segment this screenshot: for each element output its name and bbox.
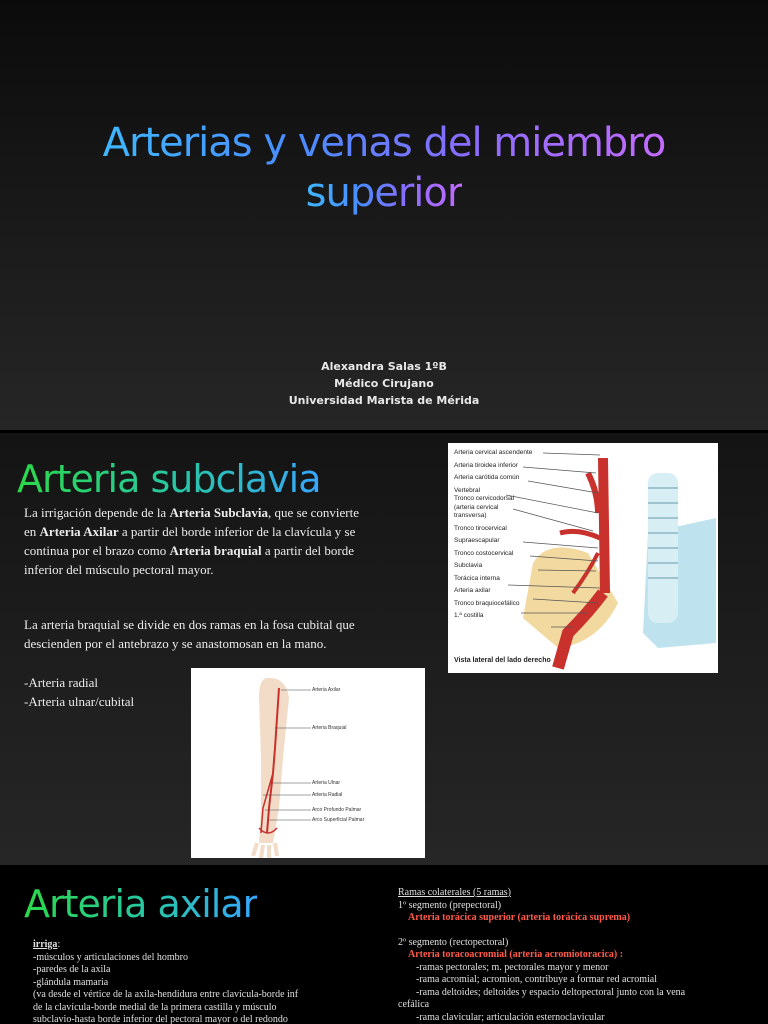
figure-label: Arteria Ulnar <box>312 780 341 786</box>
braquial-paragraph: La arteria braquial se divide en dos ramas en la fosa cubital que descienden por el antebrazo y se anastomosan en la mano. <box>24 617 355 651</box>
title-slide <box>0 0 768 430</box>
list-item: cefálica <box>398 999 430 1010</box>
irriga-block: irriga: -músculos y articulaciones del hombro -paredes de la axila -glándula mamaria (va desde el vértice de la axila-hendidura entre clavícula-borde inf de la clavícula-borde medial de la primera castilla y músculo subclavio-hasta borde inferior del pectoral mayor o del redondo <box>33 939 353 1024</box>
list-item: -glándula mamaria <box>33 976 109 988</box>
segment-2-branch: Arteria toracoacromial (arteria acromiotoracica) : <box>408 949 624 960</box>
list-item: -ramas pectorales; m. pectorales mayor y menor <box>416 961 609 973</box>
ramas-block <box>398 887 728 1024</box>
credits <box>0 358 768 409</box>
author-name: Alexandra Salas 1ºB <box>321 360 447 373</box>
anatomy-caption: Vista lateral del lado derecho <box>454 657 551 664</box>
irriga-label: irriga <box>33 939 58 950</box>
list-item: -músculos y articulaciones del hombro <box>33 951 188 963</box>
subclavia-anatomy-figure <box>448 443 718 673</box>
figure-label: Arteria Axilar <box>312 687 341 693</box>
title-line-1: Arterias y venas del miembro <box>102 120 666 166</box>
upper-limb-arteries-figure <box>191 668 425 858</box>
axilar-slide <box>0 865 768 1024</box>
author-career: Médico Cirujano <box>334 377 434 390</box>
list-item: -rama deltoides; deltoides y espacio deltopectoral junto con la vena <box>416 986 686 998</box>
list-item: -Arteria radial <box>24 675 98 690</box>
segment-1: 1º segmento (prepectoral) <box>398 899 502 911</box>
slide-title <box>0 118 768 218</box>
list-item: -rama clavicular; articulación esternoclavicular <box>416 1011 605 1023</box>
subclavia-slide <box>0 433 768 865</box>
subclavia-heading: Arteria subclavia <box>17 457 321 501</box>
list-item: -Arteria ulnar/cubital <box>24 694 135 709</box>
segment-1-branch: Arteria torácica superior (arteria torácica suprema) <box>408 912 631 923</box>
segment-2: 2º segmento (rectopectoral) <box>398 936 509 948</box>
author-university: Universidad Marista de Mérida <box>288 394 480 407</box>
title-line-2: superior <box>305 170 463 216</box>
list-item: (va desde el vértice de la axila-hendidura entre clavícula-borde inf <box>33 989 299 1000</box>
list-item: -rama acromial; acromion, contribuye a formar red acromial <box>416 974 657 985</box>
figure-label: Arco Profundo Palmar <box>312 807 362 813</box>
figure-label: Arco Superficial Palmar <box>312 817 365 823</box>
anatomy-labels: Arteria cervical ascendente Arteria tiroidea inferior Arteria carótida común Vertebral Tronco cervicodorsal (arteria cervical transversa) Tronco tirocervical Supraescapular Tronco costocervical Subclavia Torácica interna Arteria axilar Tronco braquiocefálico 1.ª costilla <box>454 449 533 619</box>
upper-limb-illustration <box>191 668 425 858</box>
ramas-title: Ramas colaterales (5 ramas) <box>398 887 512 898</box>
list-item: subclavio-hasta borde inferior del pectoral mayor o del redondo <box>33 1014 288 1024</box>
list-item: -paredes de la axila <box>33 964 111 975</box>
figure-label: Arteria Radial <box>312 792 343 798</box>
subclavia-paragraph: La irrigación depende de la Arteria Subclavia, que se convierte en Arteria Axilar a partir del borde inferior de la clavícula y se continua por el brazo como Arteria braquial a partir del borde inferior del músculo pectoral mayor. <box>24 505 360 577</box>
axilar-heading: Arteria axilar <box>24 882 258 926</box>
list-item: de la clavícula-borde medial de la primera castilla y músculo <box>33 1001 277 1013</box>
figure-label: Arteria Braquial <box>312 725 347 731</box>
branch-list <box>24 673 194 711</box>
